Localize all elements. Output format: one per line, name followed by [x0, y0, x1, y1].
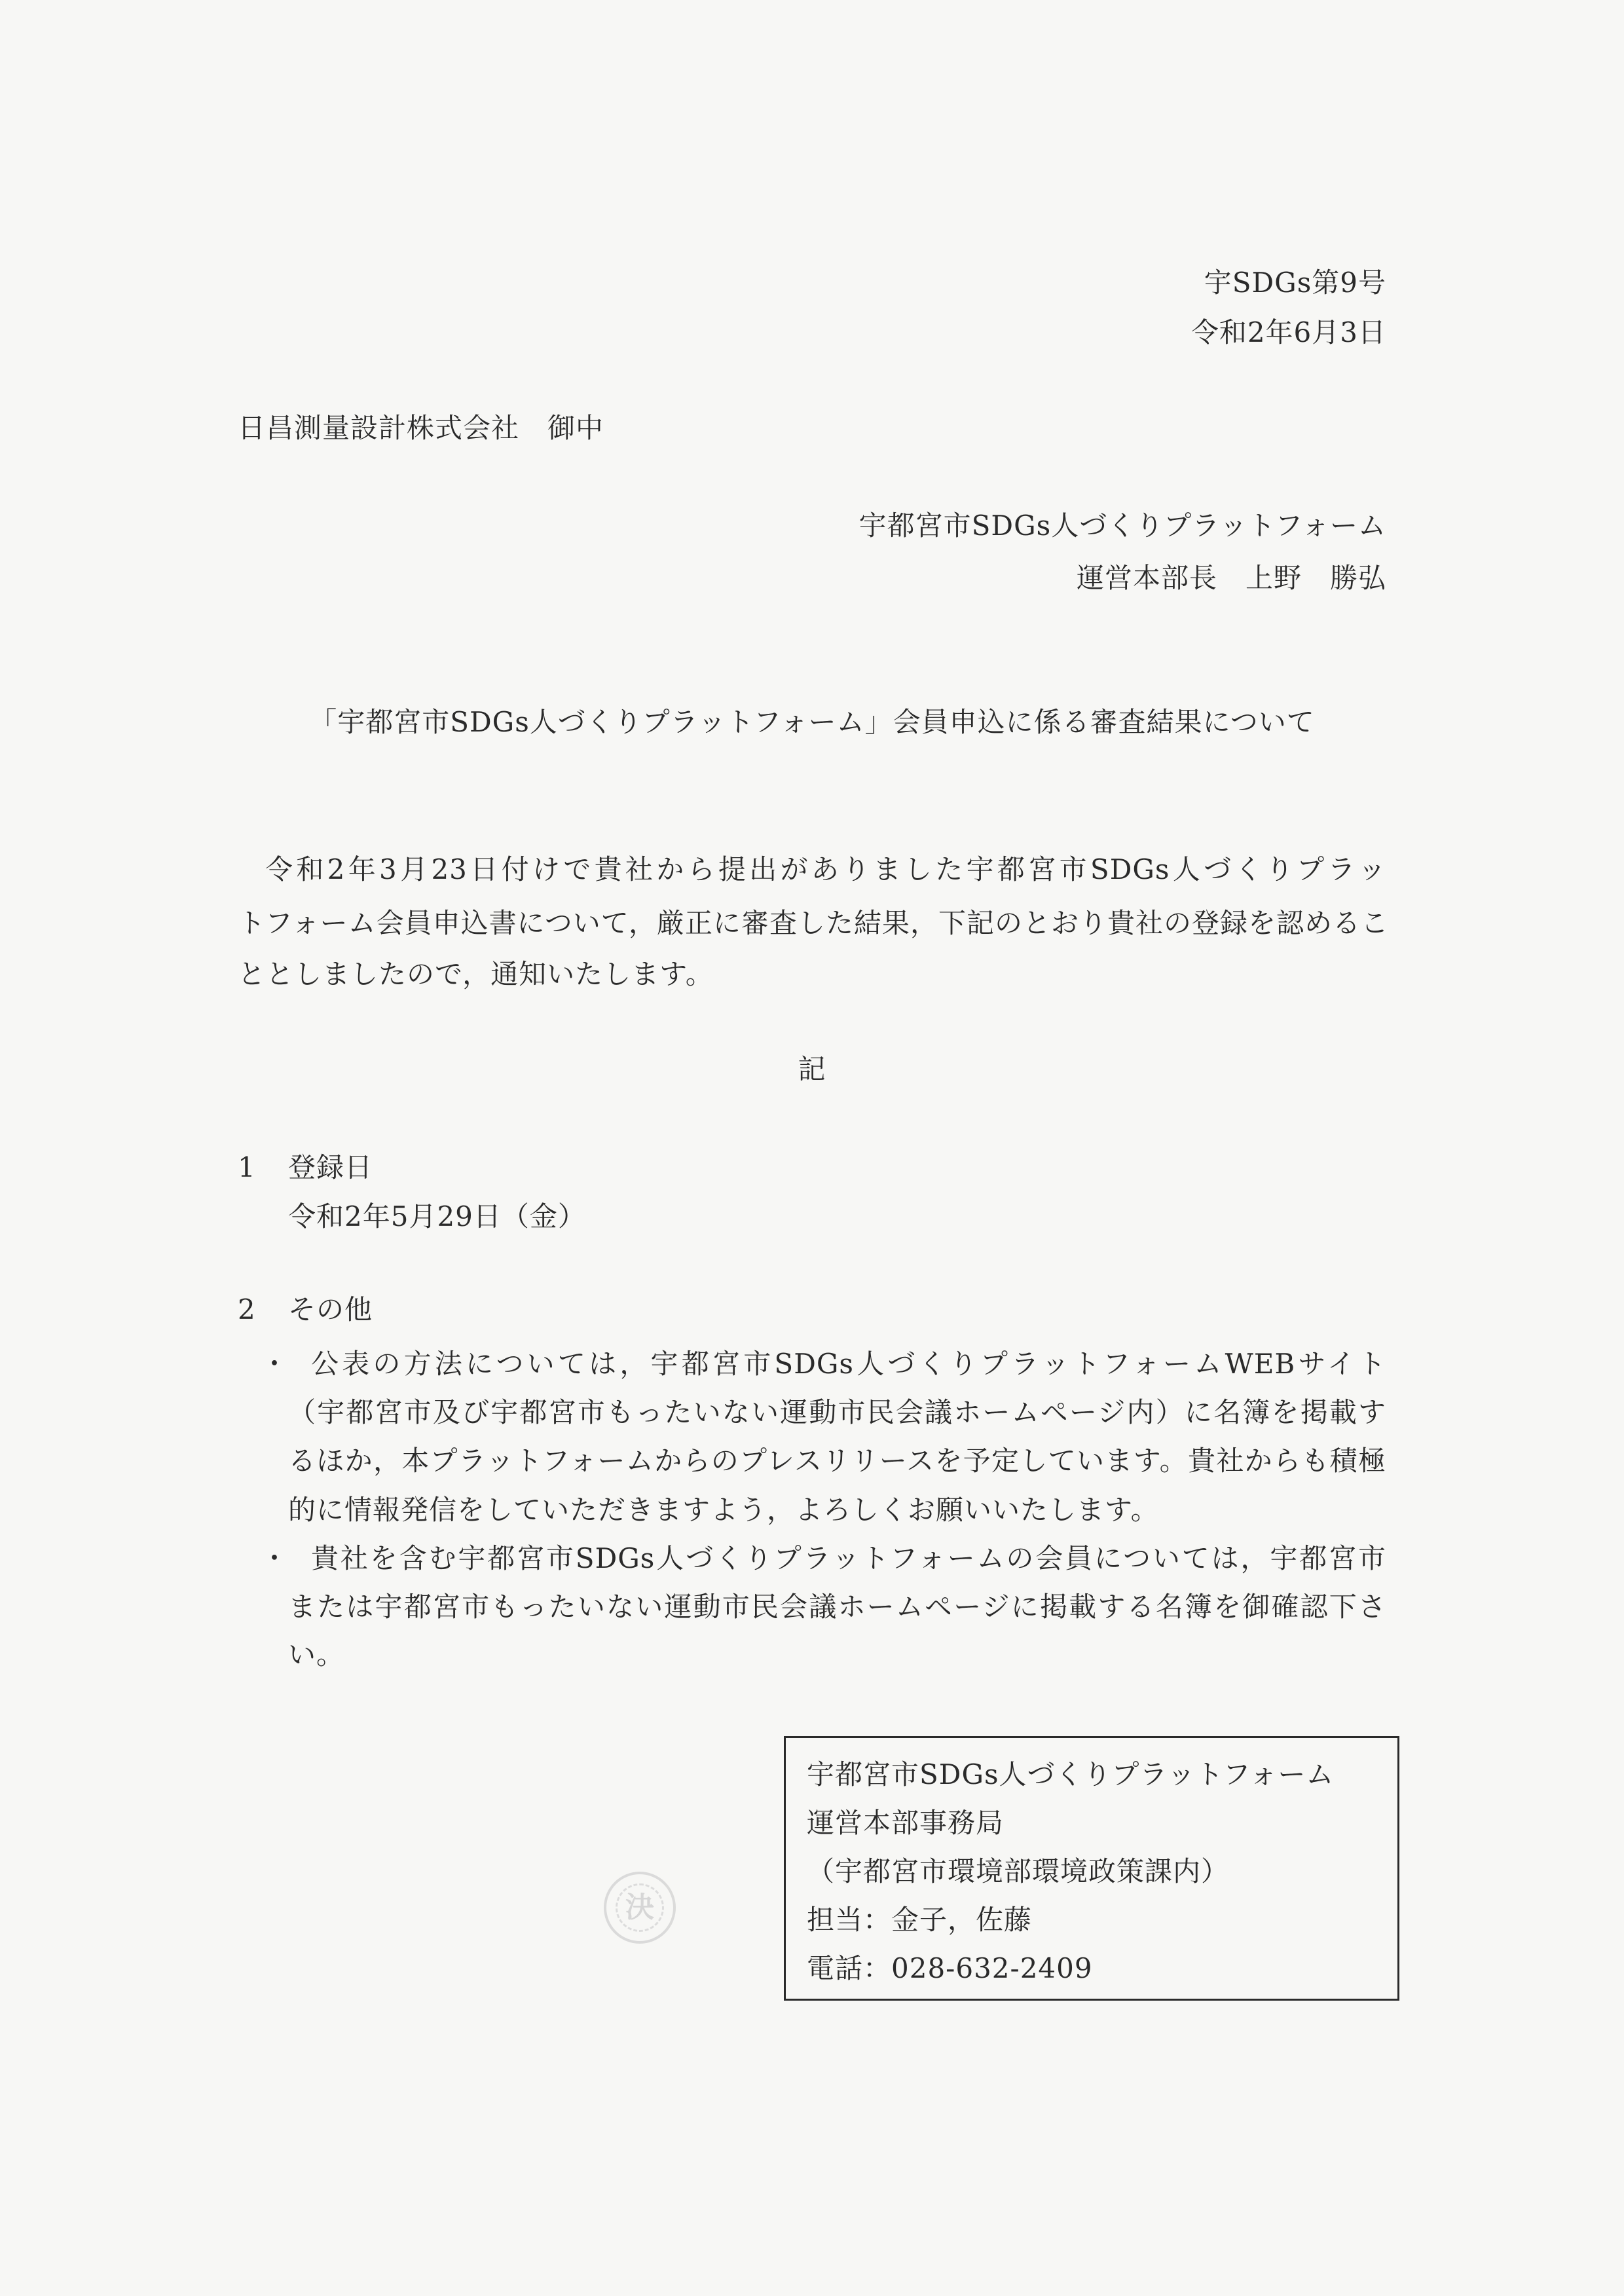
- bullet-1-line-3: るほか，本プラットフォームからのプレスリリースを予定しています。貴社からも積極: [288, 1445, 1386, 1477]
- sender-title-name: 運営本部長 上野 勝弘: [1076, 562, 1386, 594]
- contact-department: （宇都宮市環境部環境政策課内）: [807, 1855, 1230, 1887]
- document-date: 令和2年6月3日: [1190, 316, 1386, 348]
- document-number: 宇SDGs第9号: [1204, 267, 1386, 299]
- contact-phone: 電話：028-632-2409: [807, 1952, 1093, 1984]
- item2-heading: その他: [288, 1293, 373, 1325]
- body-line-1: 令和2年3月23日付けで貴社から提出がありました宇都宮市SDGs人づくりプラッ: [265, 853, 1386, 885]
- faint-seal-stamp: [604, 1872, 676, 1944]
- contact-office: 運営本部事務局: [807, 1807, 1005, 1839]
- bullet-2-mark: ・: [261, 1542, 289, 1574]
- item1-number: 1: [238, 1151, 256, 1183]
- body-line-3: ととしましたので，通知いたします。: [238, 958, 714, 990]
- sender-organization: 宇都宮市SDGs人づくりプラットフォーム: [858, 509, 1386, 542]
- contact-organization: 宇都宮市SDGs人づくりプラットフォーム: [807, 1758, 1335, 1790]
- ki-marker: 記: [798, 1053, 826, 1085]
- bullet-1-line-2: （宇都宮市及び宇都宮市もったいない運動市民会議ホームページ内）に名簿を掲載す: [288, 1396, 1386, 1428]
- bullet-1-mark: ・: [261, 1348, 289, 1380]
- body-line-2: トフォーム会員申込書について，厳正に審査した結果，下記のとおり貴社の登録を認めるこ: [238, 907, 1389, 939]
- item1-heading: 登録日: [288, 1151, 373, 1183]
- contact-staff: 担当：金子，佐藤: [807, 1904, 1033, 1936]
- item1-value: 令和2年5月29日（金）: [288, 1200, 586, 1232]
- contact-box: [784, 1736, 1399, 2001]
- bullet-2-line-3: い。: [288, 1639, 345, 1671]
- item2-number: 2: [238, 1293, 256, 1325]
- bullet-1-line-4: 的に情報発信をしていただきますよう，よろしくお願いいたします。: [288, 1494, 1159, 1526]
- seal-text: 決: [625, 1891, 654, 1924]
- bullet-2-line-1: 貴社を含む宇都宮市SDGs人づくりプラットフォームの会員については，宇都宮市: [311, 1542, 1386, 1574]
- addressee: 日昌測量設計株式会社 御中: [238, 412, 604, 444]
- bullet-1-line-1: 公表の方法については，宇都宮市SDGs人づくりプラットフォームWEBサイト: [311, 1348, 1386, 1380]
- bullet-2-line-2: または宇都宮市もったいない運動市民会議ホームページに掲載する名簿を御確認下さ: [288, 1591, 1386, 1623]
- subject-title: 「宇都宮市SDGs人づくりプラットフォーム」会員申込に係る審査結果について: [309, 706, 1315, 738]
